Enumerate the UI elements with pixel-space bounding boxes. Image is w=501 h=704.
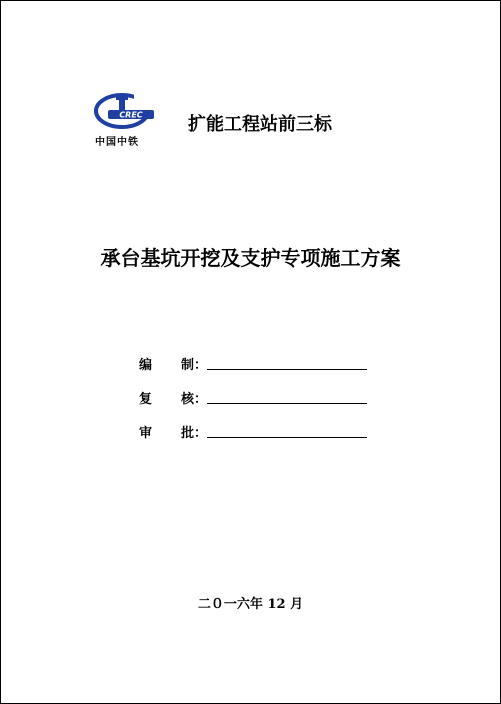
document-date: 二０一六年 12 月 xyxy=(197,597,304,612)
signature-label-char: 制： xyxy=(181,358,208,373)
signature-line-approve[interactable] xyxy=(207,437,367,438)
svg-text:CREC: CREC xyxy=(119,110,143,120)
signature-label-char: 编 xyxy=(139,358,153,373)
document-title: 承台基坑开挖及支护专项施工方案 xyxy=(100,246,401,270)
logo-caption: 中国中铁 xyxy=(95,137,139,148)
org-title: 扩能工程站前三标 xyxy=(188,114,332,135)
signature-line-review[interactable] xyxy=(207,403,367,404)
signature-line-compile[interactable] xyxy=(207,369,367,370)
signature-label-char: 复 xyxy=(139,392,153,407)
signature-label-char: 批： xyxy=(181,426,208,441)
signature-label-char: 审 xyxy=(139,426,153,441)
signature-label-char: 核： xyxy=(181,392,208,407)
